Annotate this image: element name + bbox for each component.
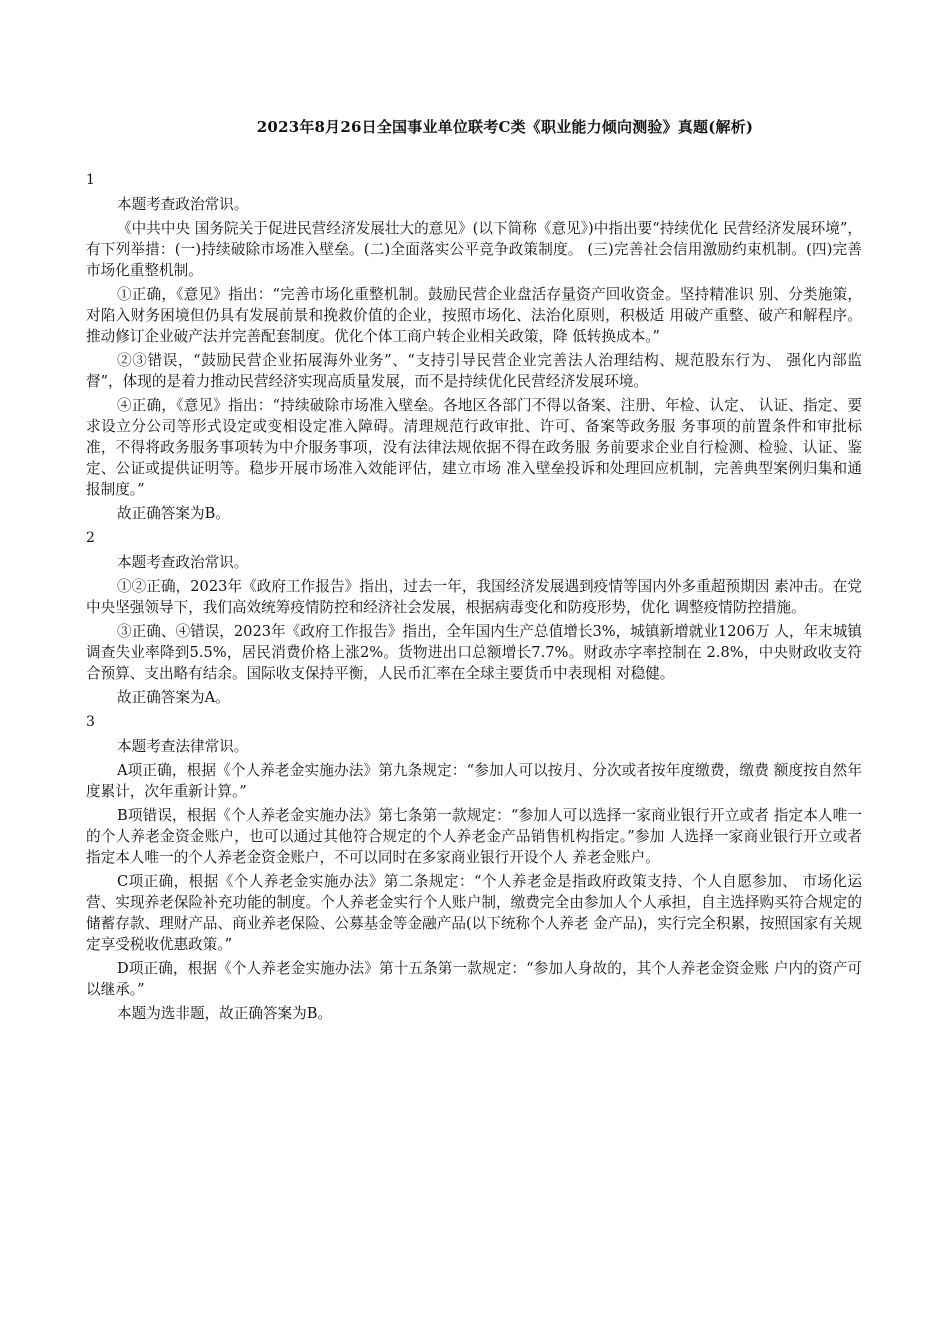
paragraph: C项正确，根据《个人养老金实施办法》第二条规定：“个人养老金是指政府政策支持、个人自愿参加、 市场化运营、实现养老保险补充功能的制度。个人养老金实行个人账户制，缴费完全由参加人个人承担，自主选择购买符合规定的储蓄存款、理财产品、商业养老保险、公募基金等金融产品(以下统称个人养老 金产品)，实行完全积累，按照国家有关规定享受税收优惠政策。” <box>86 873 862 953</box>
document-body <box>86 170 862 1024</box>
paragraph: 《中共中央 国务院关于促进民营经济发展壮大的意见》(以下简称《意见》)中指出要“持续优化 民营经济发展环境”，有下列举措：(一)持续破除市场准入壁垒。(二)全面落实公平竞争政策制度。 (三)完善社会信用激励约束机制。(四)完善市场化重整机制。 <box>86 220 862 279</box>
paragraph: B项错误，根据《个人养老金实施办法》第七条第一款规定：“参加人可以选择一家商业银行开立或者 指定本人唯一的个人养老金资金账户，也可以通过其他符合规定的个人养老金产品销售机构指定。”参加 人选择一家商业银行开立或者指定本人唯一的个人养老金资金账户，不可以同时在多家商业银行开设个人 养老金账户。 <box>86 807 862 866</box>
answer-line: 本题为选非题，故正确答案为B。 <box>117 1005 333 1022</box>
question-number: 3 <box>86 714 95 730</box>
paragraph: ①②正确，2023年《政府工作报告》指出，过去一年，我国经济发展遇到疫情等国内外多重超预期因 素冲击。在党中央坚强领导下，我们高效统筹疫情防控和经济社会发展，根据病毒变化和防疫形势，优化 调整疫情防控措施。 <box>86 578 862 616</box>
paragraph: ②③错误，“鼓励民营企业拓展海外业务”、“支持引导民营企业完善法人治理结构、规范股东行为、 强化内部监督”，体现的是着力推动民营经济实现高质量发展，而不是持续优化民营经济发展环境。 <box>86 352 862 390</box>
paragraph: ③正确、④错误，2023年《政府工作报告》指出，全年国内生产总值增长3%，城镇新增就业1206万 人，年末城镇调查失业率降到5.5%，居民消费价格上涨2%。货物进出口总额增长7.7%。财政赤字率控制在 2.8%，中央财政收支符合预算、支出略有结余。国际收支保持平衡，人民币汇率在全球主要货币中表现相 对稳健。 <box>86 623 862 682</box>
question-3 <box>86 712 862 1024</box>
paragraph: 本题考查政治常识。 <box>117 196 249 213</box>
answer-line: 故正确答案为A。 <box>117 689 230 706</box>
document-title: 2023年8月26日全国事业单位联考C类《职业能力倾向测验》真题(解析) <box>256 118 754 136</box>
question-2 <box>86 528 862 708</box>
question-number: 1 <box>86 172 95 188</box>
paragraph: ④正确，《意见》指出：“持续破除市场准入壁垒。各地区各部门不得以备案、注册、年检、认定、 认证、指定、要求设立分公司等形式设定或变相设定准入障碍。清理规范行政审批、许可、备案等政务服 务事项的前置条件和审批标准，不得将政务服务事项转为中介服务事项，没有法律法规依据不得在政务服 务前要求企业自行检测、检验、认证、鉴定、公证或提供证明等。稳步开展市场准入效能评估，建立市场 准入壁垒投诉和处理回应机制，完善典型案例归集和通报制度。” <box>86 397 862 498</box>
paragraph: A项正确，根据《个人养老金实施办法》第九条规定：“参加人可以按月、分次或者按年度缴费，缴费 额度按自然年度累计，次年重新计算。” <box>86 762 862 800</box>
paragraph: ①正确，《意见》指出：“完善市场化重整机制。鼓励民营企业盘活存量资产回收资金。坚持精准识 别、分类施策，对陷入财务困境但仍具有发展前景和挽救价值的企业，按照市场化、法治化原则，积极适 用破产重整、破产和解程序。推动修订企业破产法并完善配套制度。优化个体工商户转企业相关政策，降 低转换成本。” <box>86 286 862 345</box>
question-1 <box>86 170 862 524</box>
paragraph: 本题考查法律常识。 <box>117 738 249 755</box>
question-number: 2 <box>86 530 95 546</box>
paragraph: 本题考查政治常识。 <box>117 554 249 571</box>
answer-line: 故正确答案为B。 <box>117 505 230 522</box>
paragraph: D项正确，根据《个人养老金实施办法》第十五条第一款规定：“参加人身故的，其个人养老金资金账 户内的资产可以继承。” <box>86 960 862 998</box>
